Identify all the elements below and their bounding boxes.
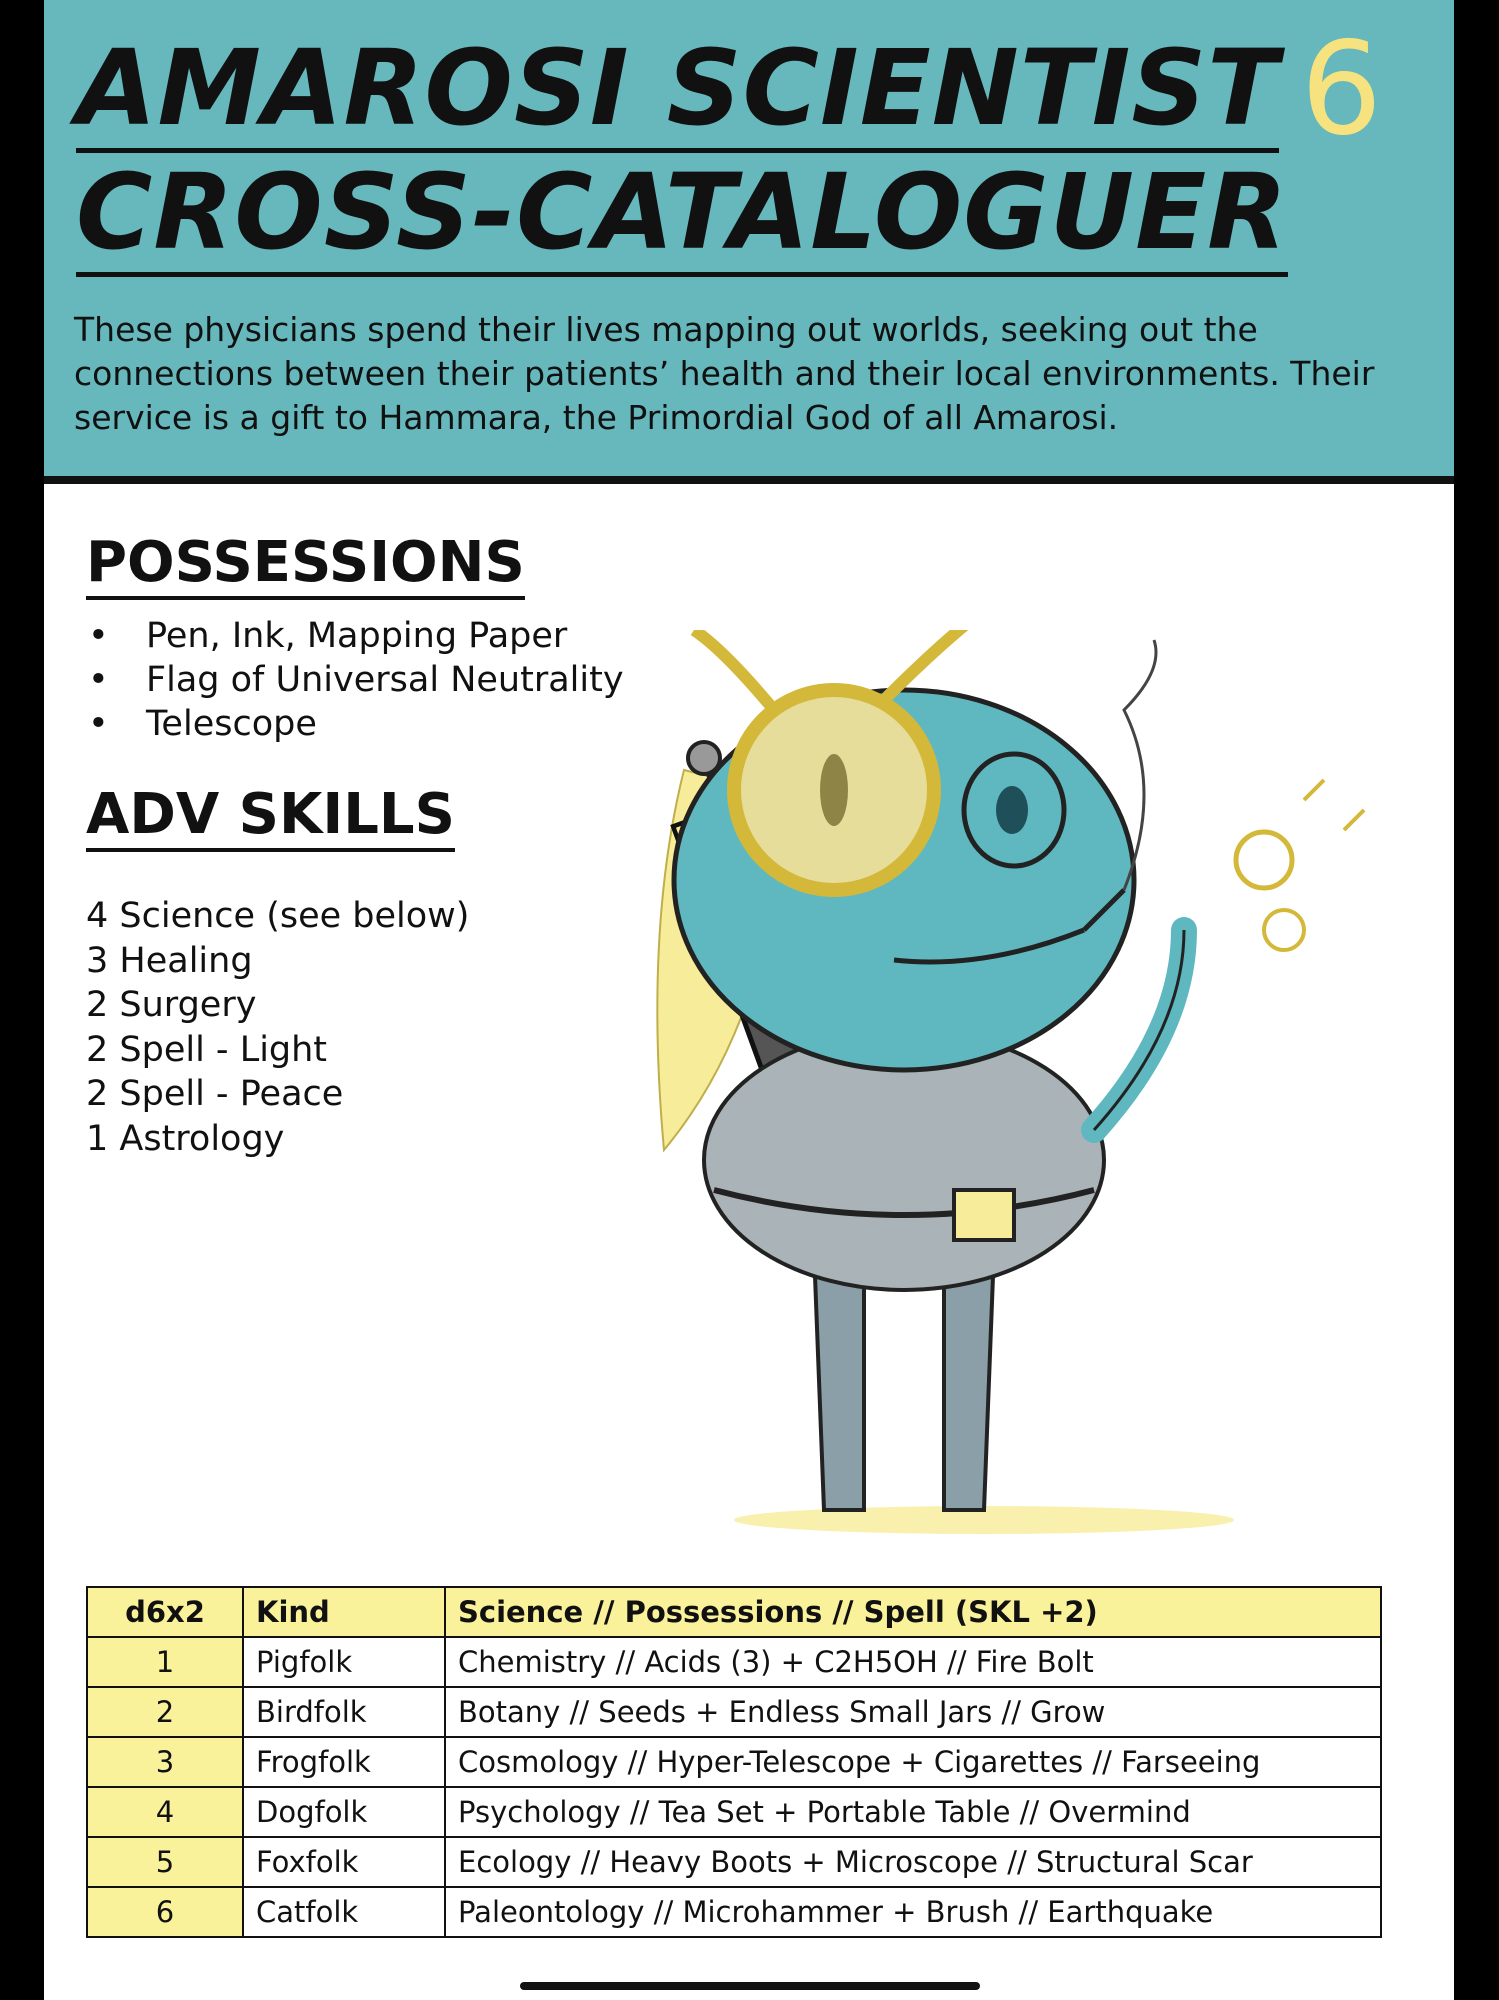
skills-list [86, 894, 469, 1161]
row-kind: Birdfolk [243, 1687, 445, 1737]
row-number: 5 [87, 1837, 243, 1887]
page [44, 0, 1454, 2000]
possessions-heading: POSSESSIONS [86, 530, 525, 600]
title-line-2: CROSS-CATALOGUER [76, 152, 1288, 277]
row-kind: Pigfolk [243, 1637, 445, 1687]
row-detail: Chemistry // Acids (3) + C2H5OH // Fire Bolt [445, 1637, 1381, 1687]
table-row [87, 1637, 1381, 1687]
skill-item: 4 Science (see below) [86, 896, 470, 936]
skill-item: 2 Surgery [86, 985, 257, 1025]
possession-label: Telescope [146, 704, 317, 744]
row-kind: Dogfolk [243, 1787, 445, 1837]
table-row [87, 1687, 1381, 1737]
row-detail: Botany // Seeds + Endless Small Jars // Grow [445, 1687, 1381, 1737]
table-row [87, 1837, 1381, 1887]
home-indicator-bar[interactable] [520, 1982, 980, 1990]
row-detail: Ecology // Heavy Boots + Microscope // Structural Scar [445, 1837, 1381, 1887]
table-row [87, 1887, 1381, 1937]
col-header-kind: Kind [243, 1587, 445, 1637]
row-detail: Cosmology // Hyper-Telescope + Cigarettes // Farseeing [445, 1737, 1381, 1787]
col-header-d6x2: d6x2 [87, 1587, 243, 1637]
row-number: 6 [87, 1887, 243, 1937]
table-row [87, 1787, 1381, 1837]
row-number: 3 [87, 1737, 243, 1787]
intro-text: These physicians spend their lives mapping out worlds, seeking out the connections between their patients’ health and their local environments. Their service is a gift to Hammara, the Primordial God of all Amarosi. [74, 310, 1375, 437]
row-number: 4 [87, 1787, 243, 1837]
possession-label: Flag of Universal Neutrality [146, 660, 624, 700]
header-banner [44, 0, 1454, 484]
table-header-row [87, 1587, 1381, 1637]
col-header-details: Science // Possessions // Spell (SKL +2) [445, 1587, 1381, 1637]
skill-item: 2 Spell - Light [86, 1029, 328, 1070]
list-item [86, 658, 624, 702]
row-detail: Psychology // Tea Set + Portable Table // Overmind [445, 1787, 1381, 1837]
row-number: 1 [87, 1637, 243, 1687]
bullet-dot: • [88, 616, 109, 656]
row-kind: Foxfolk [243, 1837, 445, 1887]
skill-item: 1 Astrology [86, 1118, 285, 1159]
bullet-dot: • [88, 704, 109, 744]
row-kind: Catfolk [243, 1887, 445, 1937]
frog-scientist-illustration [564, 630, 1384, 1550]
row-number: 2 [87, 1687, 243, 1737]
skill-item: 3 Healing [86, 940, 253, 981]
list-item [86, 614, 624, 658]
possession-label: Pen, Ink, Mapping Paper [146, 616, 568, 656]
skill-item: 2 Spell - Peace [86, 1074, 344, 1114]
title-line-1: AMAROSI SCIENTIST [76, 28, 1279, 153]
page-number: 6 [1300, 15, 1382, 164]
row-kind: Frogfolk [243, 1737, 445, 1787]
science-table [86, 1586, 1382, 1938]
bullet-dot: • [88, 660, 109, 700]
table-row [87, 1737, 1381, 1787]
skills-heading: ADV SKILLS [86, 782, 455, 852]
list-item [86, 702, 624, 746]
row-detail: Paleontology // Microhammer + Brush // Earthquake [445, 1887, 1381, 1937]
possessions-list [86, 614, 624, 746]
